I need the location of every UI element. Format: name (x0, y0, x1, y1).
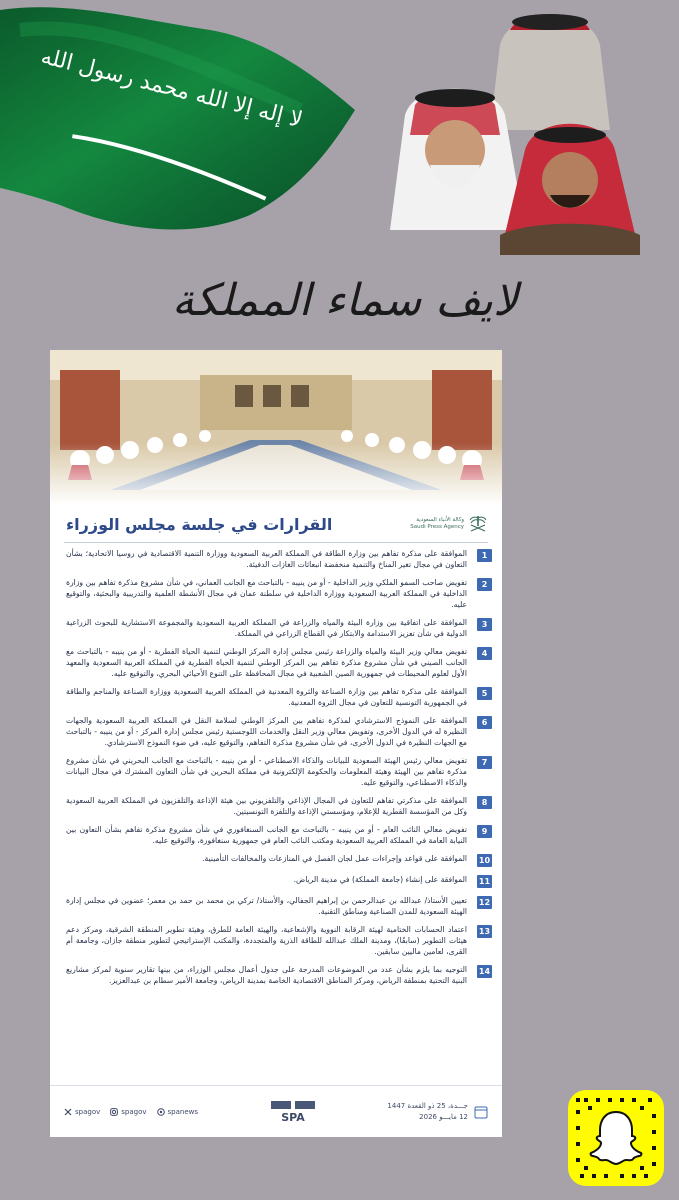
document-title: القرارات في جلسة مجلس الوزراء (66, 514, 333, 534)
list-item (66, 895, 492, 917)
item-number: 8 (477, 796, 492, 809)
list-item (66, 795, 492, 817)
item-number: 12 (478, 898, 491, 907)
flag-shahada-text: لا إله إلا الله محمد رسول الله (38, 44, 305, 134)
list-item (66, 755, 492, 788)
gregorian-date: 12 مايـــو 2026 (419, 1112, 468, 1121)
item-number: 5 (477, 687, 492, 700)
social-handle-x[interactable] (64, 1108, 100, 1116)
item-text: تعيين الأستاذ/ عبدالله بن عبدالرحمن بن إبراهيم الجفالي، والأستاذ/ تركي بن محمد بن حمد بن معمر؛ عضوين في مجلس إدارة الهيئة السعودية للمدن الصناعية ومناطق التقنية. (66, 896, 467, 916)
leaders-portraits-image (360, 0, 679, 255)
list-item (66, 577, 492, 610)
handle-text: spagov (75, 1107, 101, 1116)
saudi-flag-image (0, 0, 360, 250)
item-number: 1 (477, 549, 492, 562)
item-number: 2 (477, 578, 492, 591)
calendar-icon (474, 1105, 488, 1119)
channel-signature (130, 255, 560, 345)
item-number: 10 (478, 856, 491, 865)
item-number: 14 (478, 967, 491, 976)
item-text: الموافقة على إنشاء (جامعة المملكة) في مدينة الرياض. (293, 875, 467, 884)
cabinet-meeting-photo (50, 350, 502, 505)
item-text: الموافقة على مذكرة تفاهم بين وزارة الصناعة والثروة المعدنية في المملكة العربية السعودية ووزارة الصناعة والمناجم والطاقة في الجمهورية التونسية للتعاون في مجال الثروة المعدنية. (66, 687, 467, 707)
list-item (66, 924, 492, 957)
item-text: تفويض معالي رئيس الهيئة السعودية للبيانات والذكاء الاصطناعي - أو من ينيبه - بالتباحث مع الجانب البحريني في شأن مشروع مذكرة تفاهم بين الهيئة وهيئة المعلومات والحكومة الإلكترونية في مملكة البحرين في شأن التعاون المشترك في مجال البيانات والذكاء الاصطناعي، والتوقيع عليه. (66, 756, 467, 787)
cabinet-decisions-document (50, 350, 502, 1137)
agency-name: وكالة الأنباء السعودية Saudi Press Agency (410, 517, 464, 530)
item-text: الموافقة على مذكرة تفاهم بين وزارة الطاقة في المملكة العربية السعودية ووزارة التنمية الاقتصادية في روسيا الاتحادية؛ بشأن التعاون في مجال تغير المناخ والتنمية منخفضة انبعاثات الغازات الدفيئة. (66, 549, 467, 569)
item-text: الموافقة على مذكرتي تفاهم للتعاون في المجال الإذاعي والتلفزيوني بين هيئة الإذاعة والتلفزيون في المملكة العربية السعودية وكل من المؤسسة القطرية للإعلام، ومؤسستي الإذاعة والتلفزة التونسيتين. (66, 796, 467, 816)
signature-text: لايف سماء المملكة (171, 274, 519, 326)
instagram-icon (110, 1108, 118, 1116)
document-header (50, 505, 502, 543)
item-number: 7 (477, 756, 492, 769)
item-text: تفويض معالي النائب العام - أو من ينيبه - بالتباحث مع الجانب السنغافوري في شأن مشروع مذكرة تفاهم بشأن التعاون بين النيابة العامة في المملكة العربية السعودية ومكتب النائب العام في جمهورية سنغافورة، والتوقيع عليه. (66, 825, 467, 845)
item-text: الموافقة على قواعد وإجراءات عمل لجان الفصل في المنازعات والمخالفات التأمينية. (202, 854, 467, 863)
spa-brand-text: SPA (280, 1110, 305, 1124)
item-number: 6 (477, 716, 492, 729)
header-divider (64, 542, 488, 543)
item-number: 4 (477, 647, 492, 660)
list-item (66, 824, 492, 846)
item-text: الموافقة على اتفاقية بين وزارة البيئة والمياه والزراعة في المملكة العربية السعودية والمجموعة الاستشارية للبحوث الزراعية الدولية في شأن تعزيز الاستدامة والابتكار في القطاع الزراعي في المملكة. (66, 618, 467, 638)
document-footer (50, 1085, 502, 1137)
hijri-date: جـــدة، 25 ذو القعدة 1447 (387, 1101, 468, 1110)
list-item (66, 548, 492, 570)
item-text: تفويض معالي وزير البيئة والمياه والزراعة رئيس مجلس إدارة المركز الوطني لتنمية الحياة الفطرية - أو من ينيبه - بالتباحث مع الجانب الصيني في شأن مشروع مذكرة تفاهم بين المركز الوطني لتنمية الحياة الفطرية في المملكة العربية السعودية والمعهد الأول لعلوم المحيطات في جمهورية الصين الشعبية في مجال المحافظة على التنوع الأحيائي البحري، والتوقيع عليه. (66, 647, 467, 678)
item-number: 9 (477, 825, 492, 838)
handle-text: spanews (167, 1107, 198, 1116)
list-item (66, 874, 492, 888)
item-number: 3 (477, 618, 492, 631)
list-item (66, 646, 492, 679)
list-item (66, 853, 492, 867)
list-item (66, 715, 492, 748)
item-number: 11 (478, 877, 491, 886)
decisions-list (50, 548, 502, 993)
list-item (66, 686, 492, 708)
social-handle-threads[interactable] (157, 1108, 199, 1116)
item-number: 13 (478, 927, 491, 936)
list-item (66, 617, 492, 639)
item-text: التوجيه بما يلزم بشأن عدد من الموضوعات المدرجة على جدول أعمال مجلس الوزراء، من بينها تقارير سنوية لمركز مشاريع البنية التحتية بمنطقة الرياض، ومركز المناطق الاقتصادية الخاصة بمدينة الرياض، وجامعة الأمير سطام بن عبدالعزيز. (66, 965, 467, 985)
spa-logo-icon (269, 1099, 317, 1125)
spa-agency-logo (400, 514, 488, 534)
list-item (66, 964, 492, 986)
handle-text: spagov (121, 1107, 147, 1116)
item-text: اعتماد الحسابات الختامية لهيئة الرقابة النووية والإشعاعية، والهيئة العامة للطرق، وهيئة تطوير المنطقة الشرقية، ومركز دعم هيئات التطوير (سابقًا)، ومدينة الملك عبدالله للطاقة الذرية والمتجددة، والمكتب الإستراتيجي لتطوير منطقة جازان، وجامعة أم القرى، لعامين ماليين سابقين. (66, 925, 467, 956)
snapchat-snapcode[interactable] (568, 1090, 664, 1186)
x-logo-icon (64, 1108, 72, 1116)
social-handles (64, 1108, 198, 1116)
document-date (387, 1101, 488, 1123)
item-text: تفويض صاحب السمو الملكي وزير الداخلية - أو من ينيبه - بالتباحث مع الجانب العماني، في شأن مشروع مذكرة تفاهم بين وزارة الداخلية في المملكة العربية السعودية ووزارة الداخلية في سلطنة عمان في مجال الأنشطة العلمية والتدريبية والبحثية، والتوقيع عليه. (66, 578, 467, 609)
item-text: الموافقة على النموذج الاسترشادي لمذكرة تفاهم بين المركز الوطني لسلامة النقل في المملكة العربية السعودية والجهات النظيرة له في الدول الأخرى، وتفويض معالي وزير النقل والخدمات اللوجستية رئيس مجلس إدارة المركز - أو من ينيبه - بالتباحث مع الجهات النظيرة في الدول الأخرى، في شأن مشروع مذكرة التفاهم، والتوقيع عليه، في ضوء النموذج الاسترشادي. (66, 716, 467, 747)
palm-swords-emblem-icon (468, 514, 488, 534)
threads-icon (157, 1108, 165, 1116)
social-handle-instagram[interactable] (110, 1108, 146, 1116)
